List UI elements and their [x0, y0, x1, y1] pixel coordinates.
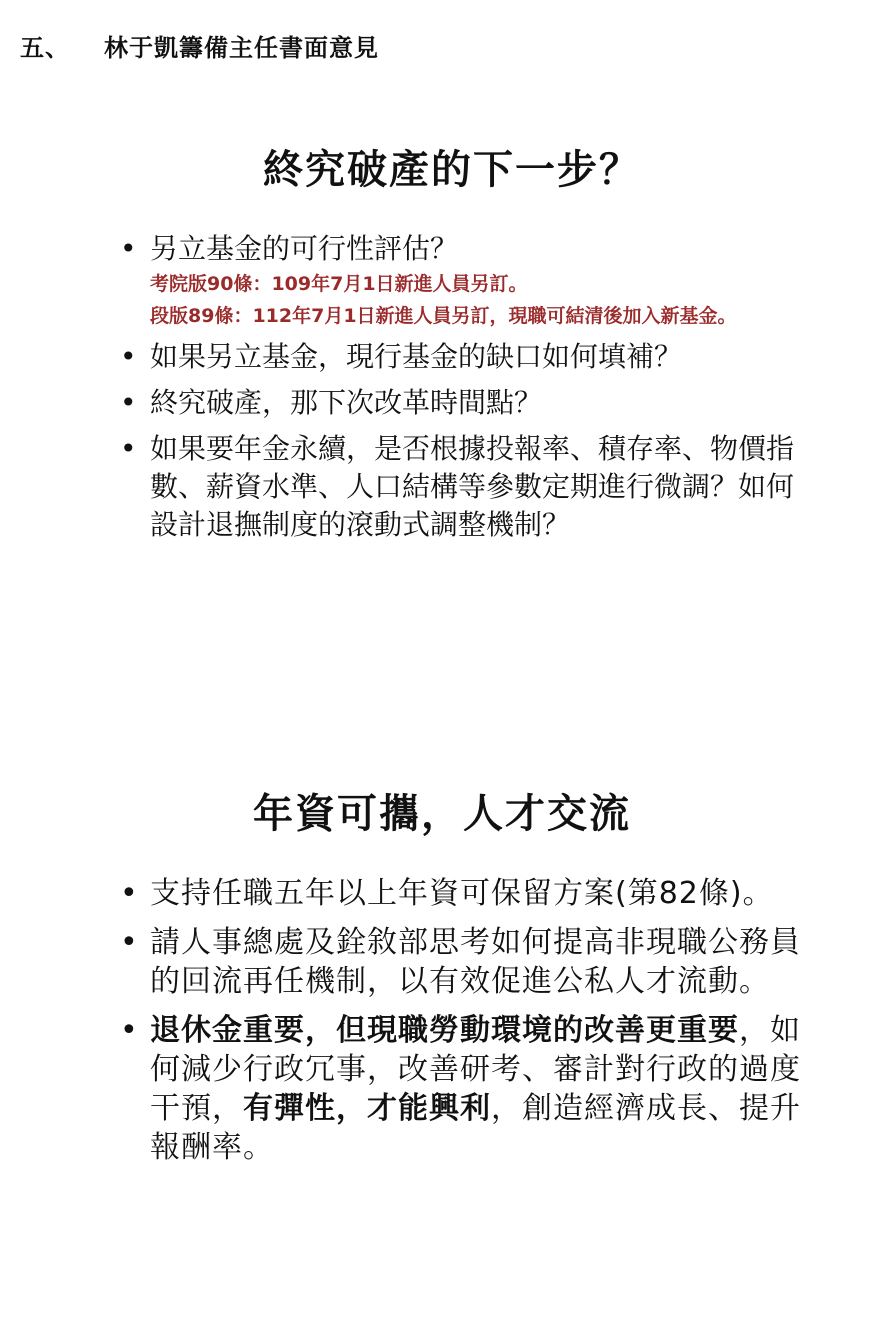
section-title: 林于凱籌備主任書面意見 — [104, 33, 379, 62]
text-phrase: ，如何減少行政冗事，改善研考、審計對行政的過度干預， — [150, 1013, 801, 1126]
bullet-list — [118, 874, 818, 1177]
bullet-note: 段版89條：112年7月1日新進人員另訂，現職可結清後加入新基金。 — [150, 305, 737, 327]
bullet-item — [118, 230, 818, 330]
section-header — [20, 28, 379, 63]
bold-phrase: 退休金重要，但現職勞動環境的改善更重要 — [150, 1013, 739, 1048]
bullet-text: • 支持任職五年以上年資可保留方案(第82條)。 — [150, 876, 774, 911]
bullet-text: • 請人事總處及銓敘部思考如何提高非現職公務員的回流再任機制，以有效促進公私人才流動。 — [150, 925, 801, 999]
bullet-note: 考院版90條：109年7月1日新進人員另訂。 — [150, 273, 528, 295]
section-number: 五、 — [20, 33, 70, 62]
slide-title: 年資可攜，人才交流 — [253, 791, 631, 837]
slide-seniority-portability — [0, 782, 884, 1165]
bullet-item — [118, 1011, 818, 1167]
bold-phrase: 有彈性，才能興利 — [243, 1091, 491, 1126]
text-phrase: ，創造經濟成長、提升報酬率。 — [150, 1091, 801, 1165]
bullet-item — [118, 874, 818, 913]
bullet-item — [118, 338, 818, 376]
slide-bankruptcy-next-step — [0, 138, 884, 541]
bullet-text: • 另立基金的可行性評估？ — [150, 232, 459, 265]
slide-title: 終究破產的下一步？ — [263, 147, 641, 193]
bullet-item — [118, 923, 818, 1001]
bullet-item — [118, 430, 818, 544]
bullet-text: • 如果另立基金，現行基金的缺口如何填補？ — [150, 340, 683, 373]
bullet-item — [118, 384, 818, 422]
bullet-list — [118, 230, 818, 552]
bullet-text — [150, 1011, 818, 1167]
bullet-text: • 如果要年金永續，是否根據投報率、積存率、物價指數、薪資水準、人口結構等參數定期進行微調？如何設計退撫制度的滾動式調整機制？ — [150, 432, 795, 541]
bullet-text: • 終究破產，那下次改革時間點？ — [150, 386, 543, 419]
